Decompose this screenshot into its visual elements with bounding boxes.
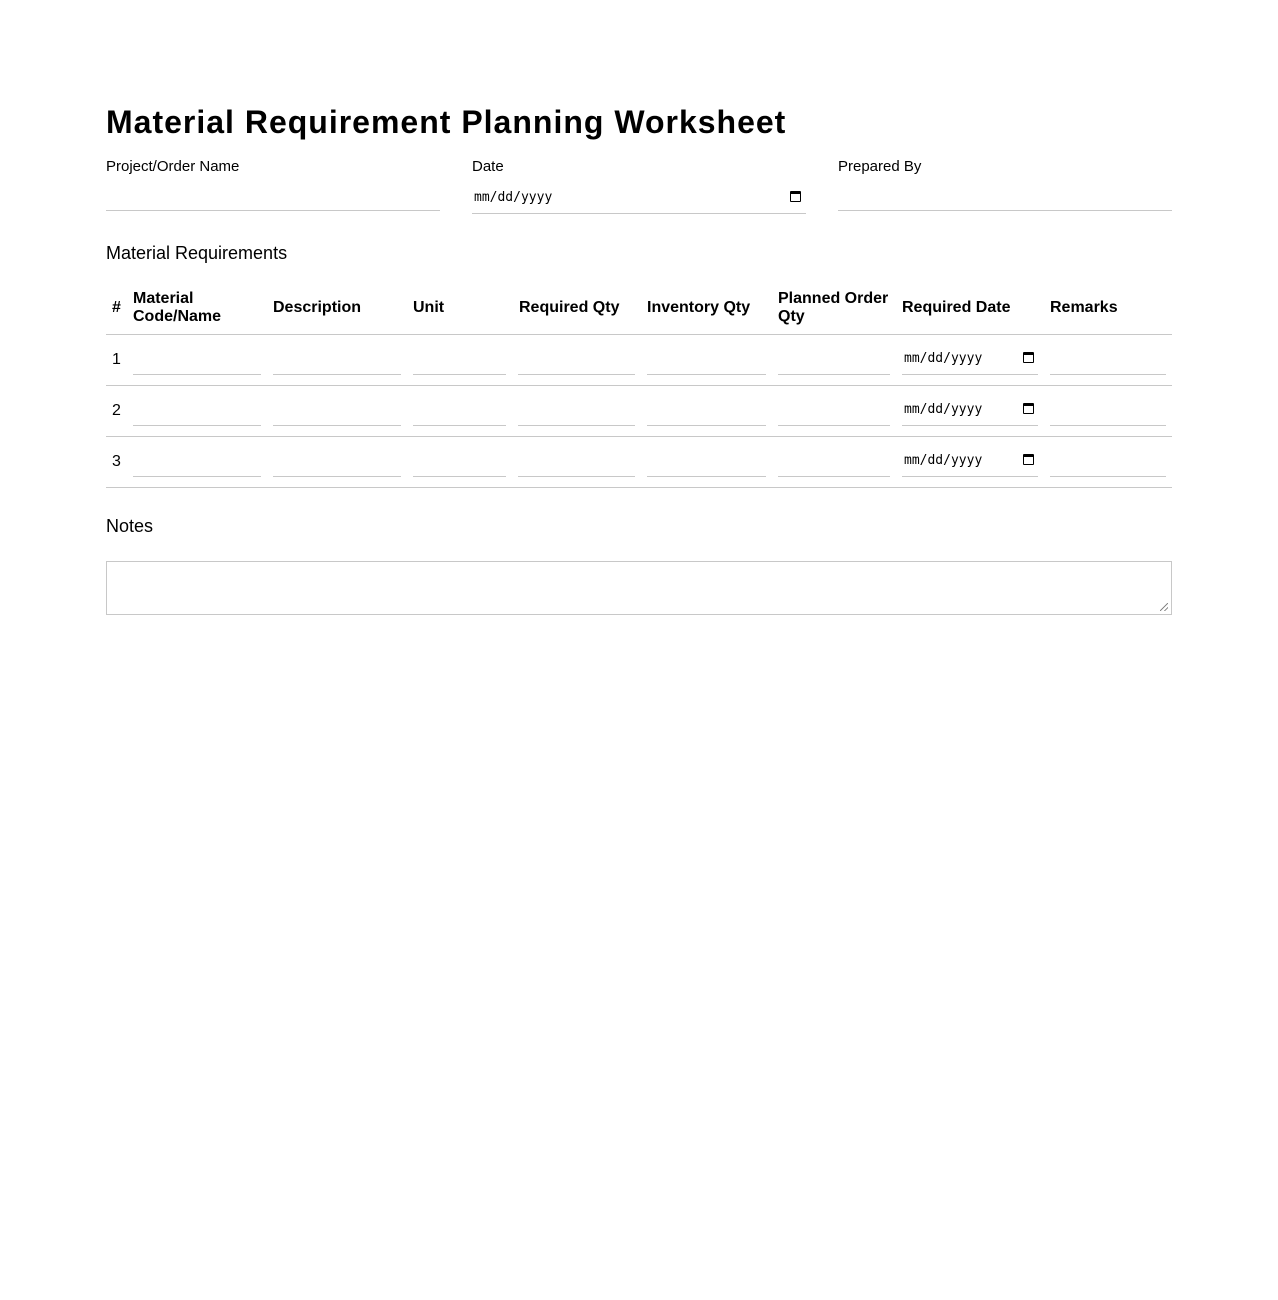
required-qty-input[interactable] [518, 349, 635, 375]
unit-input[interactable] [413, 451, 506, 477]
column-header: Description [273, 299, 362, 316]
date-placeholder: mm/dd/yyyy [904, 351, 983, 366]
description-input[interactable] [273, 400, 401, 426]
table-row [106, 437, 1172, 488]
inventory-qty-input[interactable] [647, 451, 766, 477]
planned-order-qty-input[interactable] [778, 349, 890, 375]
requirements-title: Material Requirements [106, 243, 288, 263]
date-placeholder: mm/dd/yyyy [474, 190, 553, 205]
material-code-input[interactable] [133, 349, 261, 375]
required-date-input[interactable] [902, 400, 1038, 426]
planned-order-qty-input[interactable] [778, 451, 890, 477]
calendar-icon[interactable] [1023, 454, 1034, 465]
date-input[interactable] [472, 186, 806, 214]
row-number: 3 [112, 453, 121, 470]
date-label: Date [472, 158, 504, 175]
column-header: Unit [413, 299, 445, 316]
date-field [472, 157, 806, 205]
description-input[interactable] [273, 451, 401, 477]
prepared-by-input[interactable] [838, 185, 1172, 211]
inventory-qty-input[interactable] [647, 400, 766, 426]
project-label: Project/Order Name [106, 158, 240, 175]
resize-grip-icon[interactable] [1160, 603, 1168, 611]
notes-textarea[interactable] [106, 561, 1172, 615]
table-row [106, 386, 1172, 437]
inventory-qty-input[interactable] [647, 349, 766, 375]
unit-input[interactable] [413, 400, 506, 426]
prepared-by-label: Prepared By [838, 158, 922, 175]
planned-order-qty-input[interactable] [778, 400, 890, 426]
date-placeholder: mm/dd/yyyy [904, 402, 983, 417]
column-header: Remarks [1050, 299, 1118, 316]
description-input[interactable] [273, 349, 401, 375]
calendar-icon[interactable] [790, 191, 801, 202]
prepared-by-field [838, 157, 1172, 177]
project-field [106, 157, 440, 177]
calendar-icon[interactable] [1023, 403, 1034, 414]
required-qty-input[interactable] [518, 451, 635, 477]
notes-title: Notes [106, 516, 154, 536]
column-header: Inventory Qty [647, 299, 751, 316]
material-code-input[interactable] [133, 451, 261, 477]
unit-input[interactable] [413, 349, 506, 375]
table-header [106, 282, 1172, 335]
remarks-input[interactable] [1050, 400, 1166, 426]
row-number: 1 [112, 351, 121, 368]
material-code-input[interactable] [133, 400, 261, 426]
date-placeholder: mm/dd/yyyy [904, 453, 983, 468]
column-header: Required Date [902, 299, 1011, 316]
required-qty-input[interactable] [518, 400, 635, 426]
column-header: Planned Order Qty [778, 290, 889, 325]
required-date-input[interactable] [902, 451, 1038, 477]
table-row [106, 335, 1172, 386]
row-number: 2 [112, 402, 121, 419]
page-title: Material Requirement Planning Worksheet [106, 104, 787, 140]
column-header: Required Qty [519, 299, 620, 316]
calendar-icon[interactable] [1023, 352, 1034, 363]
column-header: # [112, 299, 121, 316]
remarks-input[interactable] [1050, 451, 1166, 477]
required-date-input[interactable] [902, 349, 1038, 375]
requirements-table [106, 282, 1172, 488]
remarks-input[interactable] [1050, 349, 1166, 375]
project-name-input[interactable] [106, 185, 440, 211]
column-header: Material Code/Name [133, 290, 222, 325]
